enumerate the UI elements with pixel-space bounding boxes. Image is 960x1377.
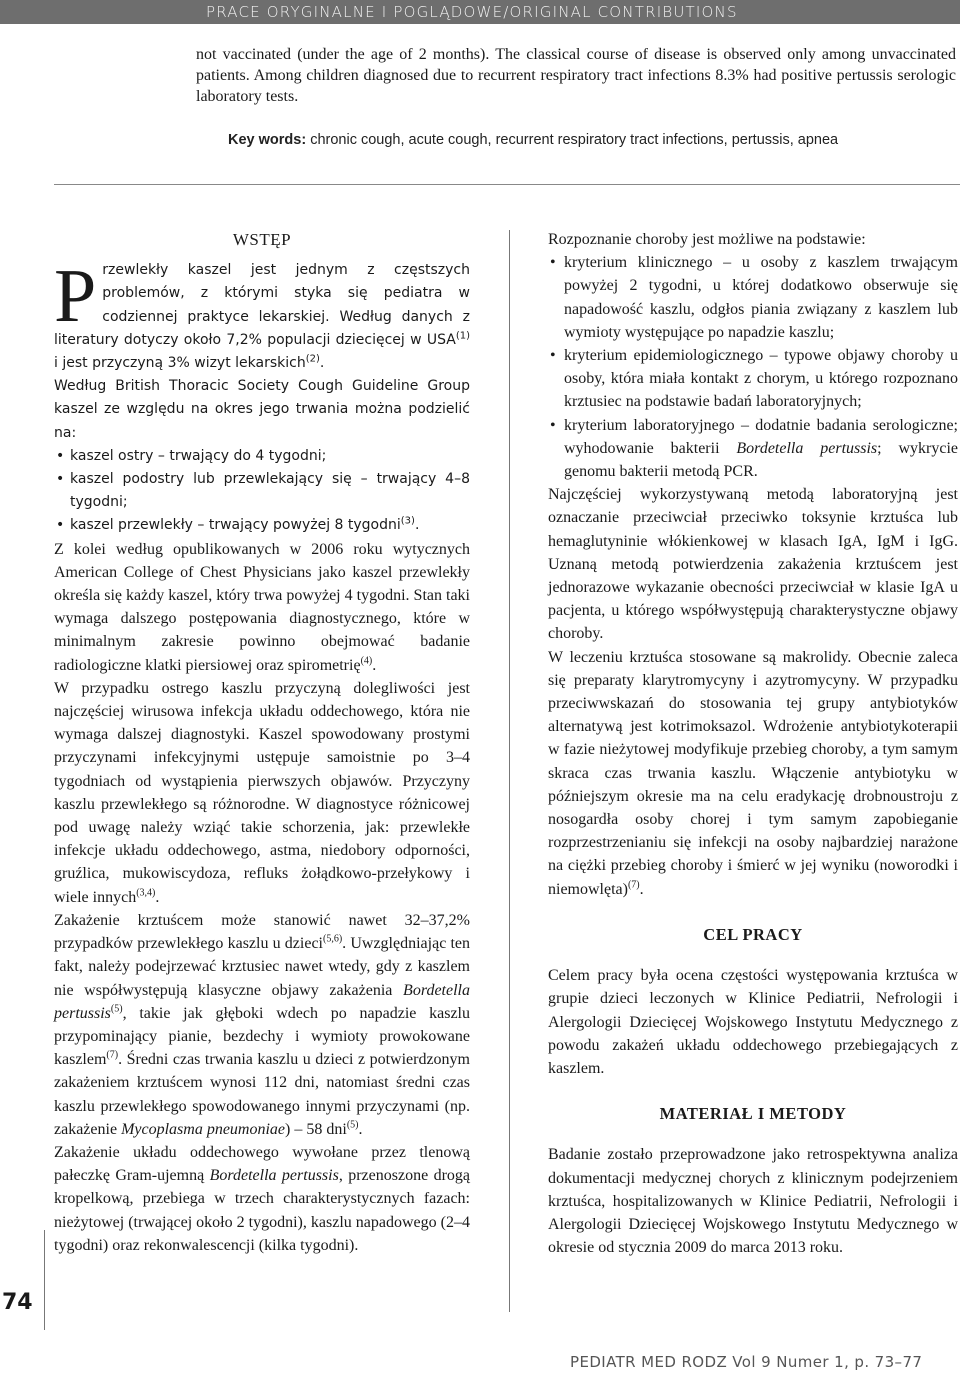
list-item [548, 414, 958, 484]
treatment-text: W leczeniu krztuśca stosowane są makrolidy. Obecnie zaleca się preparaty klarytromycyny i azytromycyny. W przypadku przeciwwskazań do stosowania tej grupy antybiotyków alternatywą jest kotrimoksazol. Wdrożenie antybiotykoterapii w fazie nieżytowej modyfikuje przebieg choroby, a tym samym skraca czas trwania kaszlu. Włączenie antybiotyku w późniejszym okresie ma na celu eradykację drobnoustroju z nosogardła osoby chorej i tym samym zapobieganie rozprzestrzenianiu się infekcji na osoby najbardziej narażone na ciężki przebieg choroby i śmierć w jej wyniku (noworodki i niemowlęta) [548, 648, 958, 898]
list-item: • kryterium klinicznego – u osoby z kaszlem trwającym powyżej 2 tygodni, u której dodatkowo obserwuje się napadowość kaszlu, odgłos piania związany z kaszlem lub wymioty występujące po napadzie kaszlu; [548, 251, 958, 344]
intro-p5-d: . Średni czas trwania kaszlu u dzieci z potwierdzonym zakażeniem krztuścem wynosi 112 dni, natomiast średni czas kaszlu przewlekłego spowodowanego innymi przyczynami (np. zakażenie [54, 1051, 470, 1138]
intro-p1-text: rzewlekły kaszel jest jednym z częstszych problemów, z którymi styka się pediatra w codziennej praktyce lekarskiej. Według danych z literatury dotyczy około 7,2% populacji dziecięcej w USA [54, 262, 470, 348]
intro-p5-e: ) – 58 dni [285, 1120, 347, 1138]
ref: (3) [400, 515, 415, 527]
species-name: Mycoplasma pneumoniae [121, 1120, 286, 1138]
intro-paragraph-4: W przypadku ostrego kaszlu przyczyną dolegliwości jest najczęściej wirusowa infekcja układu oddechowego, która nie wymaga dalszej diagnostyki. Kaszel spowodowany prostymi przyczynami infekcyjnymi ustępuje samoistnie po 3–4 tygodniach od wystąpienia pierwszych objawów. Przyczyny kaszlu przewlekłego są różnorodne. W diagnostyce różnicowej pod uwagę należy wziąć takie schorzenia, jak: przewlekłe infekcje układu oddechowego, astma, niedobory odporności, gruźlica, mukowiscydoza, refluks żołądkowo-przełykowy i wiele innych$^{(3,4)}$. [54, 679, 470, 906]
lab-methods-paragraph: Najczęściej wykorzystywaną metodą laboratoryjną jest oznaczanie przeciwciał przeciwko toksynie krztuśca lub hemaglutyninie włókienkowej w klasach IgA, IgM i IgG. Uznaną metodą potwierdzenia zakażenia krztuścem jest jednorazowe wykazanie obecności przeciwciał w klasie IgA u pacjenta, u którego współwystępują charakterystyczne objawy choroby. [548, 486, 958, 643]
treatment-paragraph: W leczeniu krztuśca stosowane są makrolidy. Obecnie zaleca się preparaty klarytromycyny i azytromycyny. W przypadku przeciwwskazań do stosowania tej grupy antybiotyków alternatywą jest kotrimoksazol. Wdrożenie antybiotykoterapii w fazie nieżytowej modyfikuje przebieg choroby, a tym samym skraca czas trwania kaszlu. Włączenie antybiotyku w późniejszym okresie ma na celu eradykację drobnoustroju z nosogardła osoby chorej i tym samym zapobieganie rozprzestrzenianiu się infekcji na osoby najbardziej narażone na ciężki przebieg choroby i śmierć w jej wyniku (noworodki i niemowlęta)$^{(7)}$. [548, 648, 958, 898]
intro-p1-end: . [319, 355, 325, 372]
ref: (4) [360, 655, 373, 667]
running-head: PRACE ORYGINALNE I POGLĄDOWE/ORIGINAL CONTRIBUTIONS [0, 0, 960, 24]
intro-heading: WSTĘP [232, 230, 292, 249]
list-item: • kaszel przewlekły – trwający powyżej 8 tygodni$^{(3)}$. [54, 514, 470, 537]
species-name: Bordetella pertussis [736, 439, 878, 457]
page-number-text: 74 [2, 1290, 33, 1315]
ref: (1) [455, 330, 470, 342]
intro-p4-text: W przypadku ostrego kaszlu przyczyną dolegliwości jest najczęściej wirusowa infekcja układu oddechowego, która nie wymaga dalszej diagnostyki. Kaszel spowodowany prostymi przyczynami infekcyjnymi ustępuje samoistnie po 3–4 tygodniach od wystąpienia pierwszych objawów. Przyczyny kaszlu przewlekłego są różnorodne. W diagnostyce różnicowej pod uwagę należy wziąć takie schorzenia, jak: przewlekłe infekcje układu oddechowego, astma, niedobory odporności, gruźlica, mukowiscydoza, refluks żołądkowo-przełykowy i wiele innych [54, 679, 470, 906]
list-item-text: kaszel przewlekły – trwający powyżej 8 tygodni [70, 517, 401, 534]
list-item: • kaszel ostry – trwający do 4 tygodni; [54, 445, 470, 468]
left-column [54, 228, 470, 1257]
keywords [228, 132, 948, 148]
ref: (5) [346, 1119, 359, 1131]
intro-p5-c: , takie jak głęboki wdech po napadzie kaszlu przypominający pianie, bezdechy i wymioty prowokowane kaszlem [54, 1004, 470, 1069]
journal-footer: PEDIATR MED RODZ Vol 9 Numer 1, p. 73–77 [570, 1353, 923, 1371]
intro-paragraph-3: Z kolei według opublikowanych w 2006 roku wytycznych American College of Chest Physicians jako kaszel przewlekły określa się każdy kaszel, który trwa powyżej 4 tygodni. Stan taki wymaga dalszego postępowania diagnostycznego, które w minimalnym zakresie powinno obejmować badanie radiologiczne klatki piersiowej oraz spirometrię$^{(4)}$. [54, 540, 470, 674]
intro-p6-a: Zakażenie układu oddechowego wywołane przez tlenową pałeczkę Gram-ujemną [54, 1143, 470, 1185]
diagnosis-intro: Rozpoznanie choroby jest możliwe na podstawie: [548, 231, 866, 248]
aim-heading: CEL PRACY [703, 924, 803, 944]
right-column [548, 228, 958, 1259]
cough-types-list [54, 445, 470, 538]
methods-paragraph: Badanie zostało przeprowadzone jako retrospektywna analiza dokumentacji medycznej chorych z klinicznym podejrzeniem krztuśca, hospitalizowanych w Klinice Pediatrii, Nefrologii i Alergologii Dziecięcej Wojskowego Instytutu Medycznego w okresie od stycznia 2009 do marca 2013 roku. [548, 1146, 958, 1257]
column-divider [509, 230, 510, 1312]
species-name: Bordetella pertussis [54, 981, 470, 1022]
abstract-end: not vaccinated (under the age of 2 months). The classical course of disease is observed only among unvaccinated patients. Among children diagnosed due to recurrent respiratory tract infections 8.3% had positive pertussis serologic laboratory tests. [196, 46, 956, 105]
list-item: • kaszel podostry lub przewlekający się – trwający 4–8 tygodni; [54, 468, 470, 514]
intro-paragraph-5: Zakażenie krztuścem może stanowić nawet 32–37,2% przypadków przewlekłego kaszlu u dzieci$^{(5,6)}$. Uwzględniając ten fakt, należy podejrzewać krztusiec nawet wtedy, gdy z kaszlem nie współwystępują klasyczne objawy zakażenia Bordetella pertussis$^{(5)}$, takie jak głęboki wdech po napadzie kaszlu przypominający pianie, bezdechy i wymioty prowokowane kaszlem$^{(7)}$. Średni czas trwania kaszlu u dzieci z potwierdzonym zakażeniem krztuścem wynosi 112 dni, natomiast średni czas kaszlu przewlekłego spowodowanego innymi przyczynami (np. zakażenie Mycoplasma pneumoniae) – 58 dni$^{(5)}$. [54, 911, 470, 1138]
drop-cap: P [54, 254, 97, 339]
list-item-text: kryterium laboratoryjnego – dodatnie badania serologiczne; wyhodowanie bakterii [564, 416, 958, 457]
intro-p6-b: , przenoszone drogą kropelkową, przebiega w trzech charakterystycznych fazach: nieżytowej (trwającej około 2 tygodni), kaszlu napadowego (2–4 tygodni) oraz rekonwalescencji (kilka tygodni). [54, 1167, 470, 1254]
ref: (5,6) [323, 933, 343, 945]
aim-paragraph: Celem pracy była ocena częstości występowania krztuśca w grupie dzieci leczonych w Klinice Pediatrii, Nefrologii i Alergologii Dziecięcej Wojskowego Instytutu Medycznego z powodu zakażeń układu oddechowego przebiegających z kaszlem. [548, 967, 958, 1077]
intro-p5-b: . Uwzględniając ten fakt, należy podejrzewać krztusiec nawet wtedy, gdy z kaszlem nie współwystępują klasyczne objawy zakażenia [54, 935, 470, 999]
ref: (2) [305, 353, 320, 365]
ref: (7) [627, 879, 640, 891]
ref: (3,4) [136, 887, 156, 899]
intro-paragraph-1 [54, 254, 470, 375]
diagnosis-criteria-list [548, 251, 958, 483]
list-item-text: ; wykrycie genomu bakterii metodą PCR. [564, 439, 959, 481]
intro-paragraph-2: Według British Thoracic Society Cough Guideline Group kaszel ze względu na okres jego trwania można podzielić na: [54, 378, 470, 441]
list-item: • kryterium epidemiologicznego – typowe objawy choroby u osoby, która miała kontakt z chorym, u którego rozpoznano krztusiec na podstawie badań laboratoryjnych; [548, 344, 958, 414]
ref: (7) [106, 1049, 119, 1061]
page-number-bar [44, 1230, 45, 1330]
intro-paragraph-6 [54, 1141, 470, 1257]
methods-heading: MATERIAŁ I METODY [659, 1104, 847, 1124]
section-rule [54, 184, 960, 185]
intro-p5-a: Zakażenie krztuścem może stanowić nawet 32–37,2% przypadków przewlekłego kaszlu u dzieci [54, 911, 470, 953]
keywords-label: Key words: [228, 132, 307, 148]
intro-p3-text: Z kolei według opublikowanych w 2006 roku wytycznych American College of Chest Physicians jako kaszel przewlekły określa się każdy kaszel, który trwa powyżej 4 tygodni. Stan taki wymaga dalszego postępowania diagnostycznego, które w minimalnym zakresie powinno obejmować badanie radiologiczne klatki piersiowej oraz spirometrię [54, 540, 470, 674]
keywords-text: chronic cough, acute cough, recurrent respiratory tract infections, pertussis, apnea [306, 132, 839, 148]
page-number [0, 1270, 40, 1330]
species-name: Bordetella pertussis [209, 1167, 339, 1185]
intro-p1-mid: i jest przyczyną 3% wizyt lekarskich [54, 355, 306, 372]
ref: (5) [110, 1003, 123, 1015]
